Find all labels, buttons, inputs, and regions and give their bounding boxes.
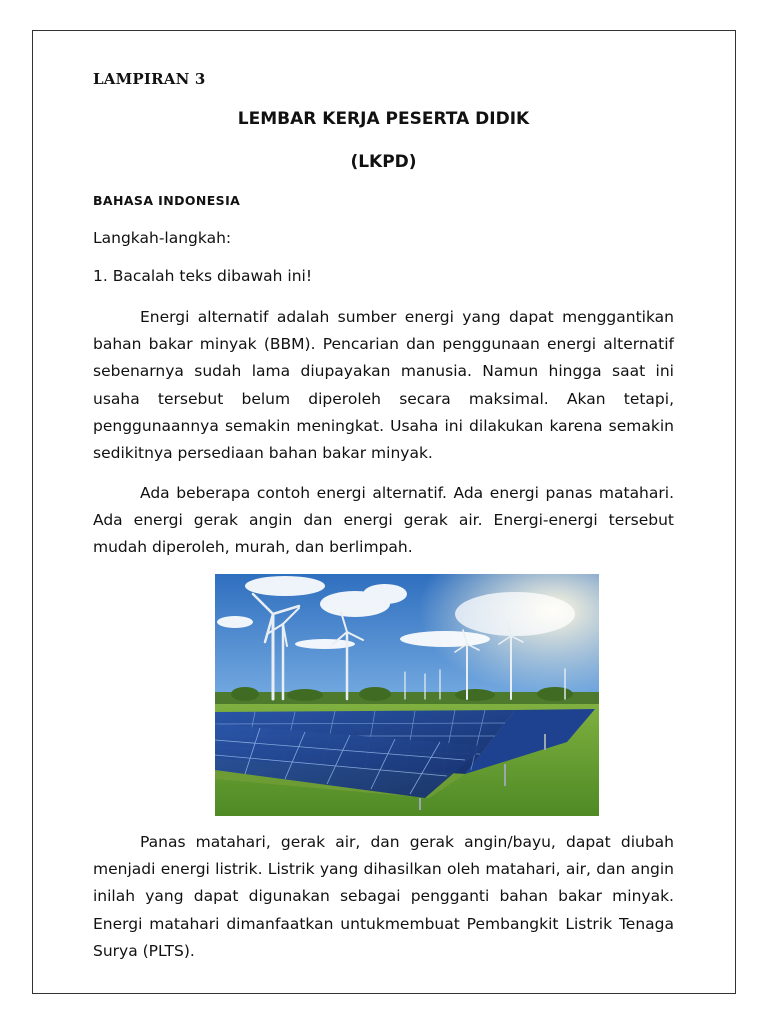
step-1: 1. Bacalah teks dibawah ini! xyxy=(93,267,313,285)
steps-label: Langkah-langkah: xyxy=(93,229,232,247)
paragraph-3: Panas matahari, gerak air, dan gerak angin/bayu, dapat diubah menjadi energi listrik. Listrik yang dihasilkan oleh matahari, air, dan angin inilah yang dapat digunakan sebagai pengganti bahan bakar minyak. Energi matahari dimanfaatkan untukmembuat Pembangkit Listrik Tenaga Surya (PLTS). xyxy=(93,833,674,960)
lampiran-label: LAMPIRAN 3 xyxy=(93,70,206,88)
paragraph-2: Ada beberapa contoh energi alternatif. Ada energi panas matahari. Ada energi gerak angin dan energi gerak air. Energi-energi tersebut mudah diperoleh, murah, dan berlimpah. xyxy=(93,484,674,557)
page-subtitle: (LKPD) xyxy=(350,152,417,172)
paragraph-1: Energi alternatif adalah sumber energi yang dapat menggantikan bahan bakar minyak (BBM). Pencarian dan penggunaan energi alternatif sebenarnya sudah lama diupayakan manusia. Namun hingga saat ini usaha tersebut belum diperoleh secara maksimal. Akan tetapi, penggunaannya semakin meningkat. Usaha ini dilakukan karena semakin sedikitnya persediaan bahan bakar minyak. xyxy=(93,308,674,463)
subject-label: BAHASA INDONESIA xyxy=(93,193,241,208)
solar-panels-wind-turbines-photo xyxy=(215,574,599,816)
page-title: LEMBAR KERJA PESERTA DIDIK xyxy=(237,109,530,129)
